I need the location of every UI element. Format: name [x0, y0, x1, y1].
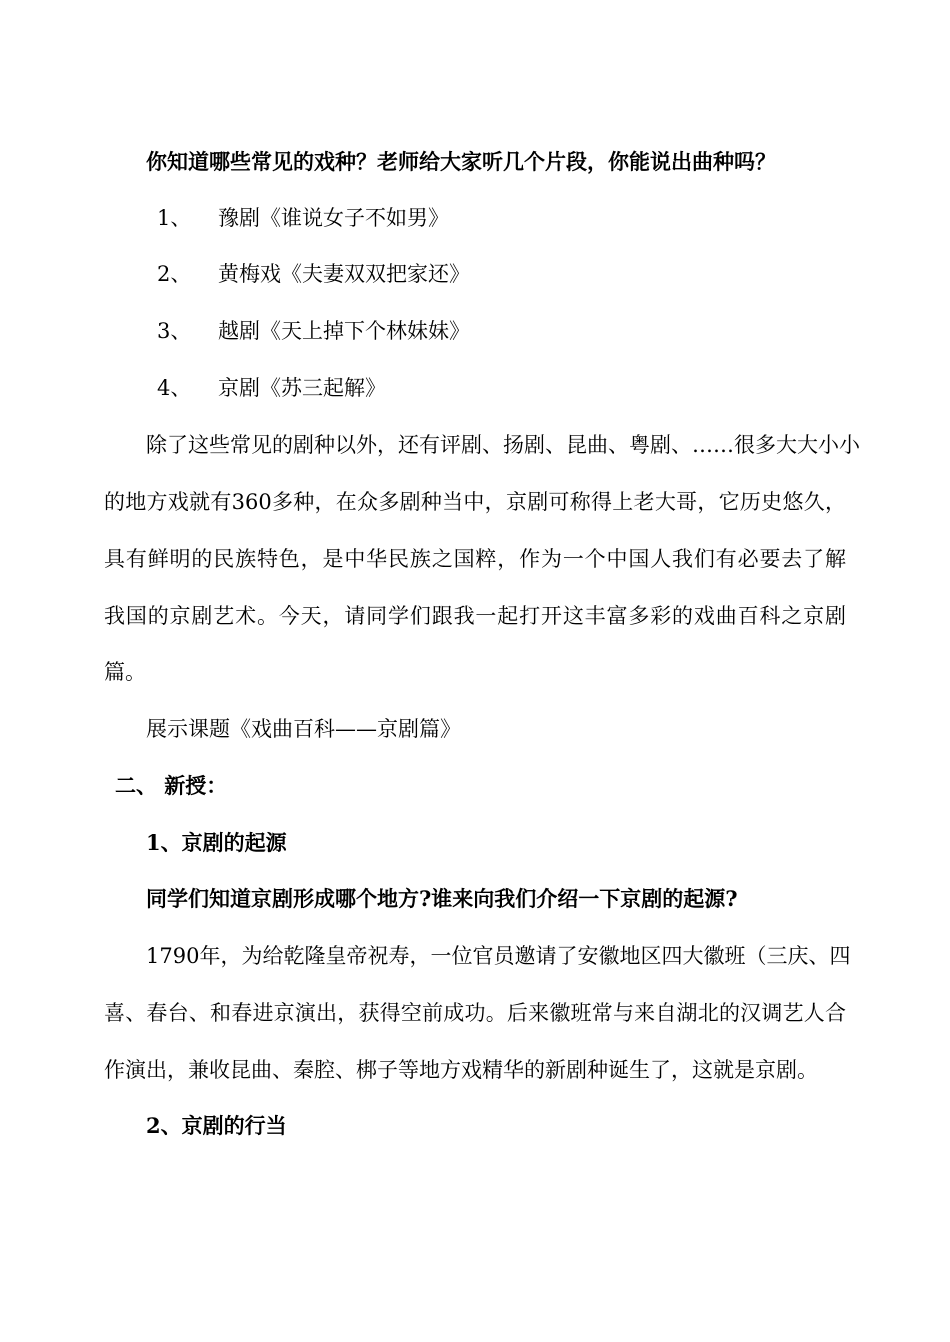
list-item-text: 越剧《天上掉下个林妹妹》 [218, 319, 470, 343]
list-item-number: 4、 [157, 376, 192, 400]
section-heading: 二、 新授： [115, 773, 228, 798]
paragraph-line: 除了这些常见的剧种以外，还有评剧、扬剧、昆曲、粤剧、……很多大大小小 [146, 433, 860, 457]
intro-question: 你知道哪些常见的戏种？老师给大家听几个片段，你能说出曲种吗？ [146, 149, 776, 174]
paragraph-line: 的地方戏就有360多种，在众多剧种当中，京剧可称得上老大哥，它历史悠久， [104, 490, 846, 514]
list-item-number: 3、 [157, 319, 192, 343]
list-item-number: 1、 [157, 206, 192, 230]
list-item-number: 2、 [157, 262, 192, 286]
list-item-text: 豫剧《谁说女子不如男》 [218, 206, 449, 230]
subsection-heading: 1、京剧的起源 [146, 830, 287, 855]
paragraph-line: 作演出，兼收昆曲、秦腔、梆子等地方戏精华的新剧种诞生了，这就是京剧。 [104, 1058, 818, 1082]
list-item-text: 京剧《苏三起解》 [218, 376, 386, 400]
list-item-text: 黄梅戏《夫妻双双把家还》 [218, 262, 470, 286]
origin-question: 同学们知道京剧形成哪个地方?谁来向我们介绍一下京剧的起源? [146, 886, 738, 911]
paragraph-line: 我国的京剧艺术。今天，请同学们跟我一起打开这丰富多彩的戏曲百科之京剧 [104, 604, 846, 628]
paragraph-line: 篇。 [104, 660, 146, 684]
paragraph-line: 1790年，为给乾隆皇帝祝寿，一位官员邀请了安徽地区四大徽班（三庆、四 [146, 944, 851, 968]
subsection-heading: 2、京剧的行当 [146, 1113, 287, 1138]
show-title: 展示课题《戏曲百科——京剧篇》 [146, 717, 461, 741]
paragraph-line: 喜、春台、和春进京演出，获得空前成功。后来徽班常与来自湖北的汉调艺人合 [104, 1001, 846, 1025]
paragraph-line: 具有鲜明的民族特色，是中华民族之国粹，作为一个中国人我们有必要去了解 [104, 547, 846, 571]
